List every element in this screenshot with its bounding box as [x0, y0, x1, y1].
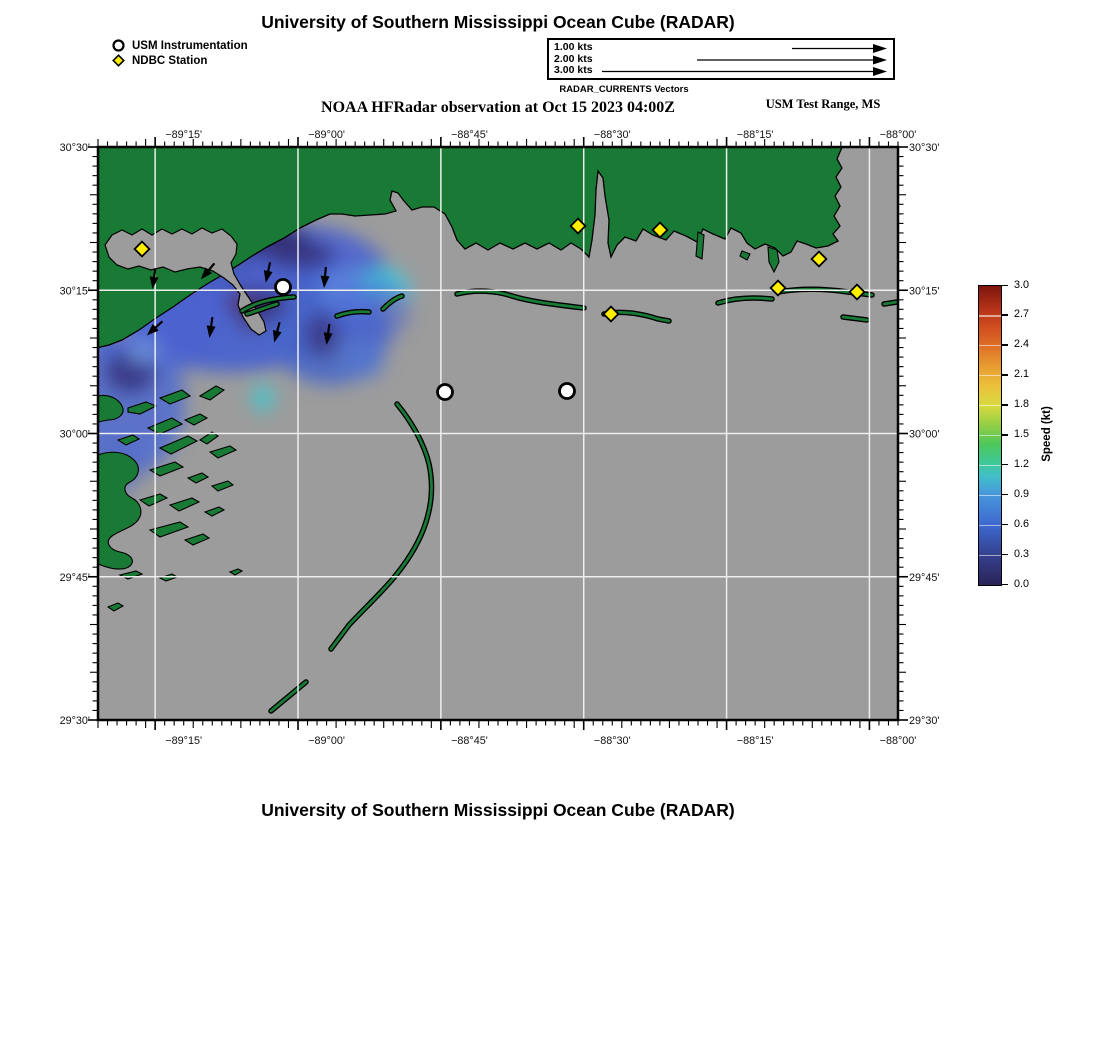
- lat-tick-label-right: 29°45': [909, 571, 940, 584]
- colorbar-tick: [1002, 524, 1008, 526]
- colorbar-tick-label: 0.0: [1014, 577, 1030, 590]
- colorbar-tick-label: 1.5: [1014, 428, 1030, 440]
- usm-station-marker: [560, 384, 575, 399]
- lon-tick-label-top: −88°45': [451, 129, 488, 141]
- colorbar-tick: [1002, 344, 1008, 346]
- vector-scale-caption: RADAR_CURRENTS Vectors: [559, 84, 689, 95]
- colorbar-tick-label: 1.2: [1014, 457, 1030, 470]
- colorbar-tick-label: 3.0: [1014, 278, 1030, 291]
- lat-tick-label-left: 30°15': [59, 285, 90, 298]
- vector-scale-3kt: 3.00 kts: [554, 64, 593, 76]
- colorbar-tick-label: 0.3: [1014, 547, 1030, 560]
- speed-blob: [127, 340, 159, 364]
- lat-tick-label-right: 29°30': [909, 715, 940, 727]
- legend-label-usm: USM Instrumentation: [132, 39, 248, 52]
- colorbar-tick-label: 1.8: [1014, 398, 1030, 411]
- page-title: University of Southern Mississippi Ocean Cube (RADAR): [261, 12, 735, 32]
- speed-blob: [341, 340, 385, 380]
- colorbar-tick: [1002, 584, 1008, 586]
- lat-tick-label-left: 30°30': [59, 142, 90, 154]
- lon-tick-label-bottom: −89°00': [308, 735, 345, 747]
- colorbar-tick: [1002, 314, 1008, 316]
- lat-tick-label-right: 30°15': [909, 285, 940, 298]
- vector-scale-2kt: 2.00 kts: [554, 52, 593, 65]
- colorbar-tick: [1002, 434, 1008, 436]
- speed-blob: [265, 241, 335, 269]
- colorbar-tick: [1002, 494, 1008, 496]
- colorbar-tick-label: 0.6: [1014, 517, 1030, 530]
- footer-title: University of Southern Mississippi Ocean Cube (RADAR): [261, 800, 735, 820]
- region-label: USM Test Range, MS: [765, 97, 881, 111]
- lon-tick-label-top: −89°15': [165, 129, 203, 141]
- lon-tick-label-bottom: −88°30': [593, 735, 631, 747]
- lon-tick-label-top: −88°00': [879, 129, 917, 141]
- lon-tick-label-top: −89°00': [308, 129, 345, 141]
- colorbar-tick-label: 2.7: [1014, 308, 1030, 321]
- lat-tick-label-left: 30°00': [59, 428, 90, 441]
- lat-tick-label-right: 30°00': [909, 428, 940, 441]
- lat-tick-label-right: 30°30': [909, 142, 940, 154]
- colorbar-tick: [1002, 374, 1008, 376]
- lon-tick-label-top: −88°30': [593, 129, 631, 141]
- colorbar-title: Speed (kt): [1041, 406, 1053, 462]
- colorbar-tick: [1002, 464, 1008, 466]
- colorbar-tick-label: 2.1: [1014, 368, 1030, 381]
- colorbar-tick: [1002, 285, 1008, 287]
- colorbar-tick-label: 0.9: [1014, 487, 1030, 500]
- lat-tick-label-left: 29°30': [59, 715, 90, 727]
- vector-scale-1kt: 1.00 kts: [554, 41, 593, 53]
- usm-station-marker: [438, 385, 453, 400]
- legend-label-ndbc: NDBC Station: [132, 54, 208, 67]
- speed-blob: [252, 385, 274, 411]
- lon-tick-label-top: −88°15': [736, 129, 774, 141]
- lon-tick-label-bottom: −89°15': [165, 735, 203, 747]
- usm-station-marker: [276, 280, 291, 295]
- map-subtitle: NOAA HFRadar observation at Oct 15 2023 04:00Z: [321, 99, 675, 116]
- lat-tick-label-left: 29°45': [59, 571, 90, 584]
- lon-tick-label-bottom: −88°15': [736, 735, 774, 747]
- colorbar-tick-label: 2.4: [1014, 338, 1030, 351]
- lon-tick-label-bottom: −88°45': [451, 735, 488, 747]
- island: [884, 302, 897, 304]
- colorbar-tick: [1002, 554, 1008, 556]
- lon-tick-label-bottom: −88°00': [879, 735, 917, 747]
- colorbar-tick: [1002, 404, 1008, 406]
